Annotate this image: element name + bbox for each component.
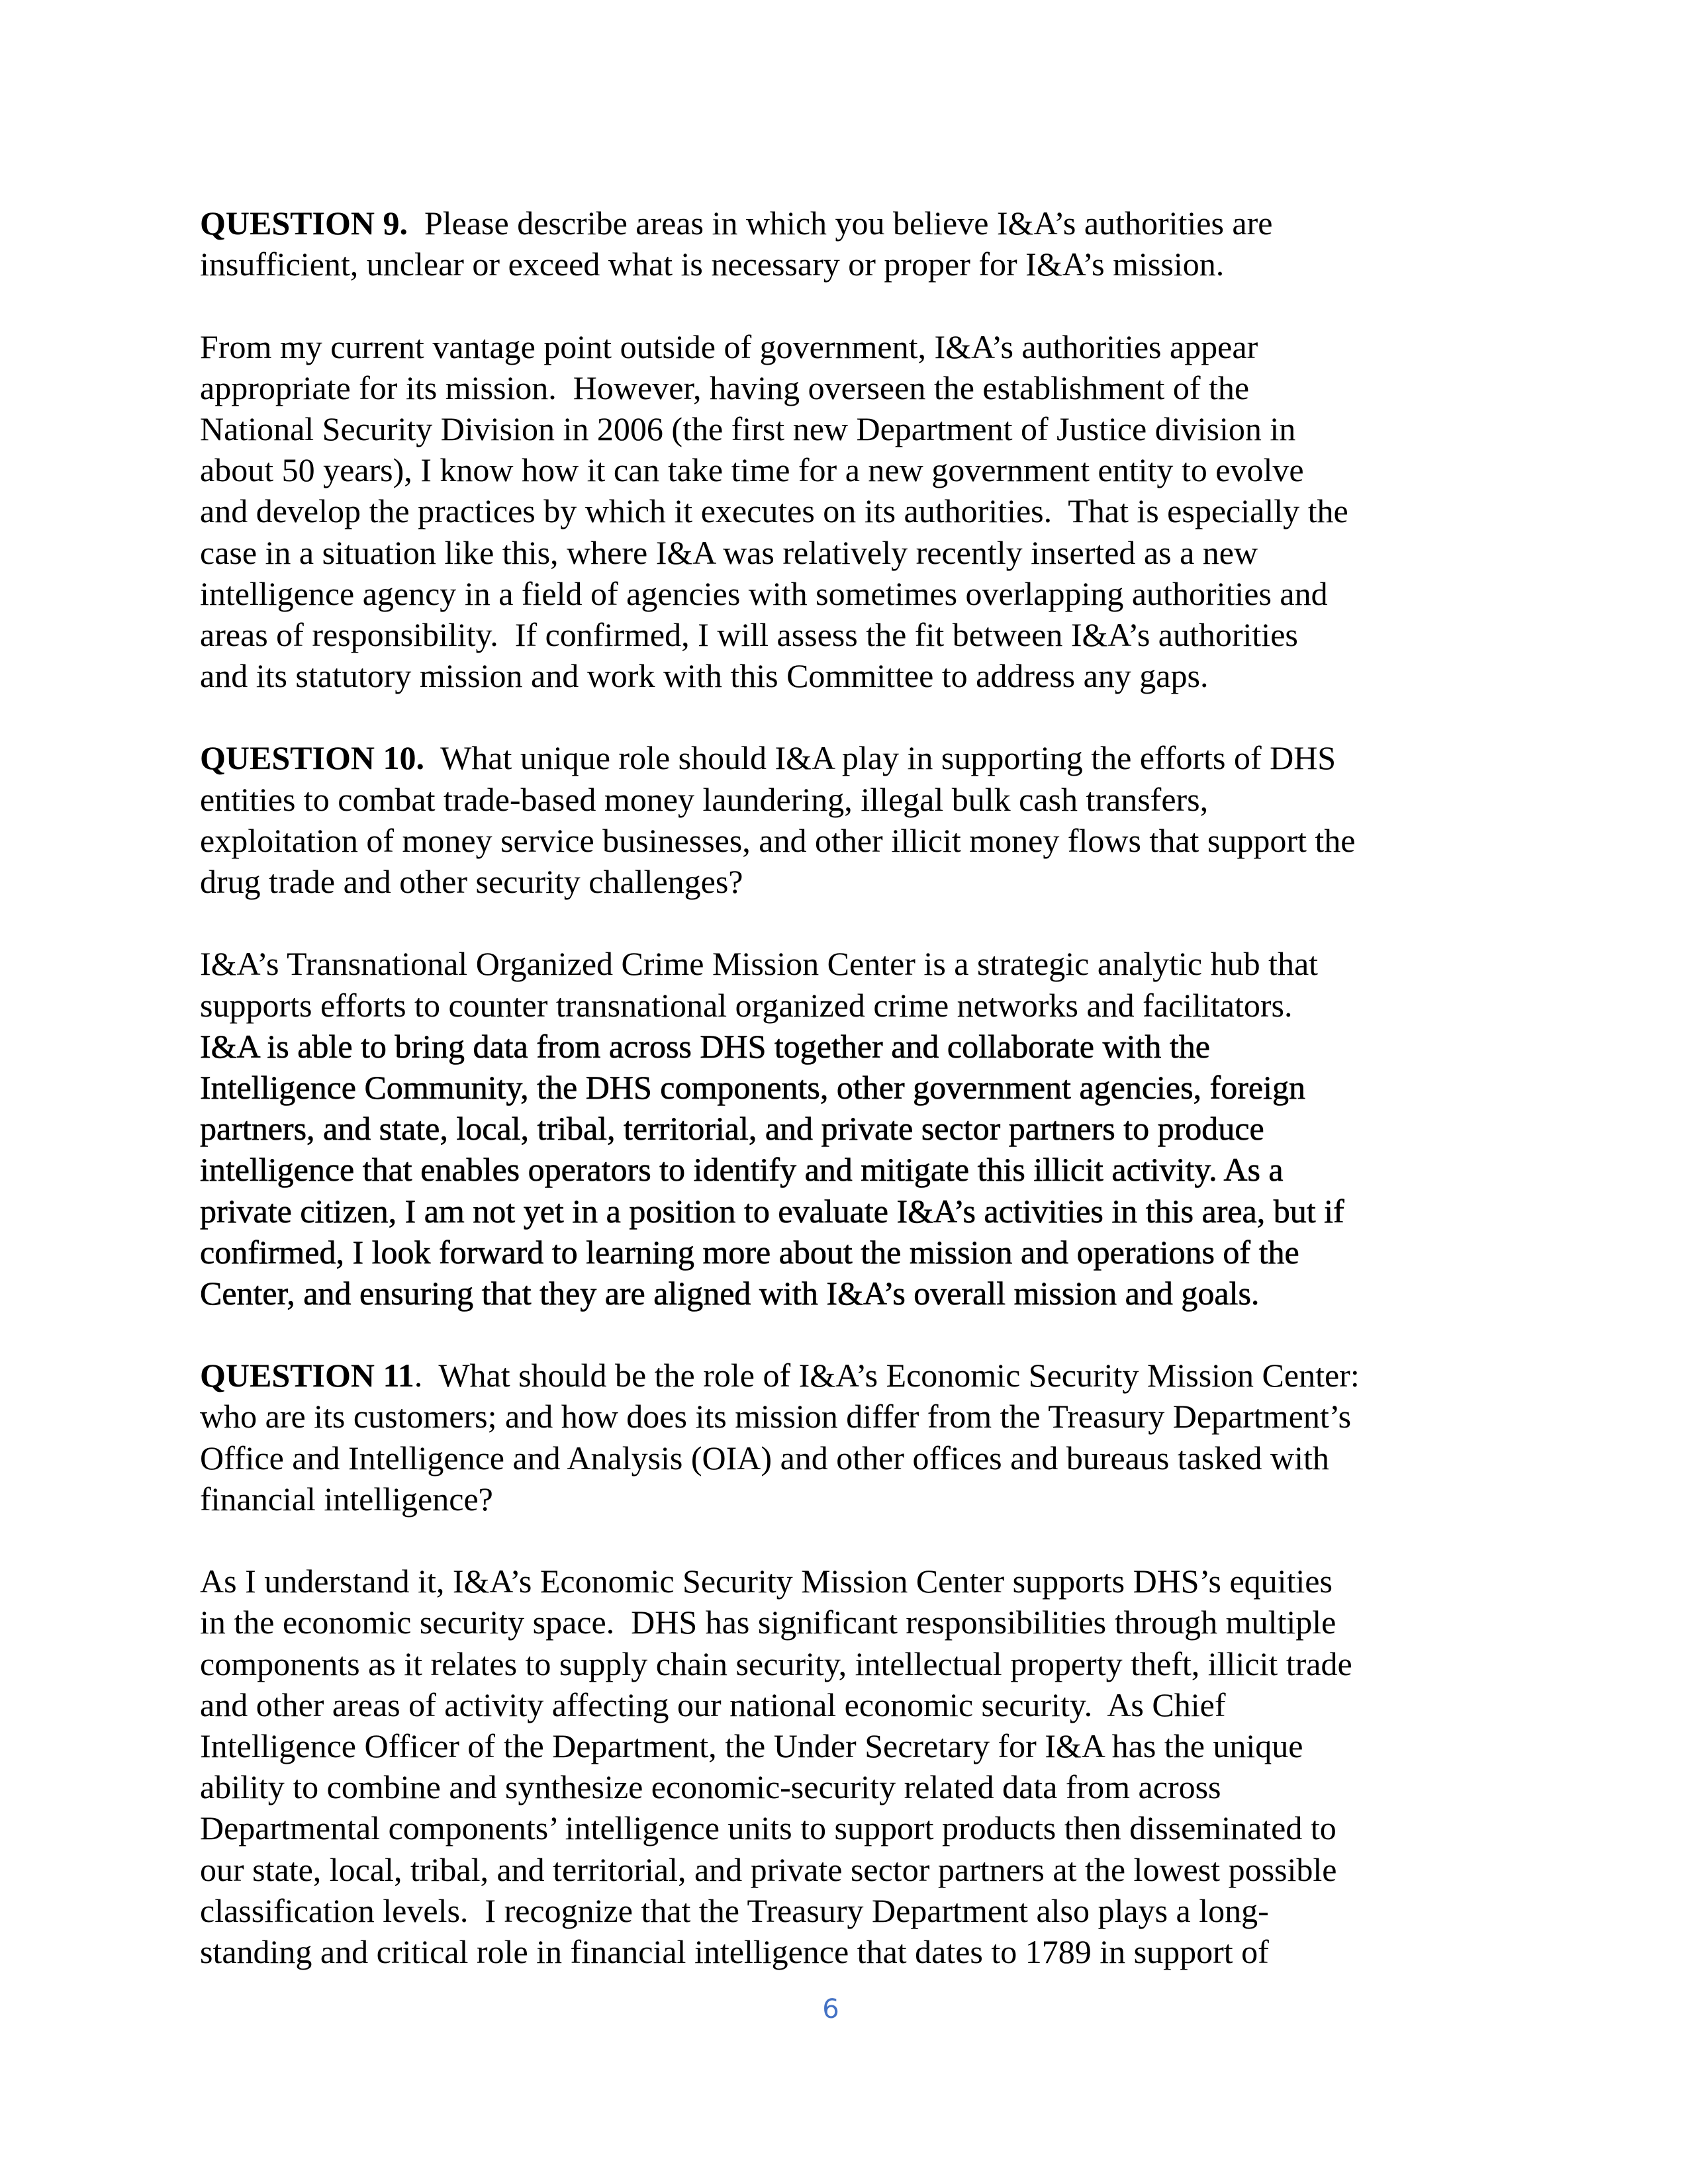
answer-10-line: confirmed, I look forward to learning more about the mission and operations of the [200,1233,1299,1271]
answer-9-line: appropriate for its mission. However, having overseen the establishment of the [200,369,1250,406]
answer-11-line: ability to combine and synthesize economic-security related data from across [200,1768,1221,1806]
question-9-line-1 [200,203,1497,244]
answer-10-line: partners, and state, local, tribal, territorial, and private sector partners to produce [200,1110,1264,1148]
answer-10-line: private citizen, I am not yet in a position to evaluate I&A’s activities in this area, but if [200,1192,1344,1230]
answer-10 [200,943,1497,1314]
answer-9-line: and develop the practices by which it executes on its authorities. That is especially the [200,492,1348,530]
page-number: 6 [822,1994,839,2025]
page-content [200,203,1497,2013]
answer-9-line: case in a situation like this, where I&A was relatively recently inserted as a new [200,533,1258,571]
answer-9 [200,326,1497,697]
answer-11-line: our state, local, tribal, and territorial, and private sector partners at the lowest possible [200,1850,1337,1888]
question-11-line: financial intelligence? [200,1480,493,1518]
answer-9-line: National Security Division in 2006 (the first new Department of Justice division in [200,410,1296,447]
question-9-line-2: insufficient, unclear or exceed what is necessary or proper for I&A’s mission. [200,246,1225,283]
question-11-label: QUESTION 11 [200,1357,414,1394]
answer-9-line: From my current vantage point outside of government, I&A’s authorities appear [200,328,1258,365]
answer-10-line: intelligence that enables operators to identify and mitigate this illicit activity. As a [200,1151,1284,1189]
answer-10-line: I&A is able to bring data from across DHS together and collaborate with the [200,1027,1210,1065]
question-10-line: entities to combat trade-based money laundering, illegal bulk cash transfers, [200,780,1209,818]
question-10 [200,737,1497,902]
question-11-line: who are its customers; and how does its mission differ from the Treasury Department’s [200,1398,1352,1435]
question-10-line: drug trade and other security challenges? [200,863,743,900]
answer-9-line: and its statutory mission and work with this Committee to address any gaps. [200,657,1209,695]
question-9-text: Please describe areas in which you believe I&A’s authorities are [407,205,1273,242]
answer-11-line: Departmental components’ intelligence units to support products then disseminated to [200,1809,1336,1847]
answer-11-line: and other areas of activity affecting our national economic security. As Chief [200,1686,1226,1723]
question-11-line: Office and Intelligence and Analysis (OIA) and other offices and bureaus tasked with [200,1439,1329,1477]
question-10-line: exploitation of money service businesses, and other illicit money flows that support the [200,821,1356,859]
question-9-label: QUESTION 9. [200,205,408,242]
question-11 [200,1355,1497,1520]
answer-10-line: Intelligence Community, the DHS components, other government agencies, foreign [200,1068,1305,1106]
answer-11-line: components as it relates to supply chain security, intellectual property theft, illicit trade [200,1645,1352,1682]
answer-10-line: I&A’s Transnational Organized Crime Mission Center is a strategic analytic hub that [200,945,1319,983]
answer-9-line: intelligence agency in a field of agencies with sometimes overlapping authorities and [200,574,1328,612]
answer-11-line: classification levels. I recognize that the Treasury Department also plays a long- [200,1891,1269,1929]
question-10-line-1 [200,737,1497,778]
answer-9-line: areas of responsibility. If confirmed, I will assess the fit between I&A’s authorities [200,615,1298,653]
answer-11-line: Intelligence Officer of the Department, the Under Secretary for I&A has the unique [200,1727,1303,1764]
question-10-text: What unique role should I&A play in supporting the efforts of DHS [424,739,1336,777]
answer-11 [200,1561,1497,1972]
answer-9-line: about 50 years), I know how it can take time for a new government entity to evolve [200,451,1304,489]
answer-10-line: supports efforts to counter transnational organized crime networks and facilitators. [200,986,1293,1024]
answer-11-line: As I understand it, I&A’s Economic Security Mission Center supports DHS’s equities [200,1563,1333,1600]
answer-10-line: Center, and ensuring that they are aligned with I&A’s overall mission and goals. [200,1274,1260,1312]
question-11-text: . What should be the role of I&A’s Economic Security Mission Center: [414,1357,1360,1394]
answer-11-line: standing and critical role in financial intelligence that dates to 1789 in support of [200,1933,1269,1970]
question-10-label: QUESTION 10. [200,739,424,777]
question-11-line-1 [200,1355,1497,1396]
question-9 [200,203,1497,285]
answer-11-line: in the economic security space. DHS has significant responsibilities through multiple [200,1604,1336,1641]
